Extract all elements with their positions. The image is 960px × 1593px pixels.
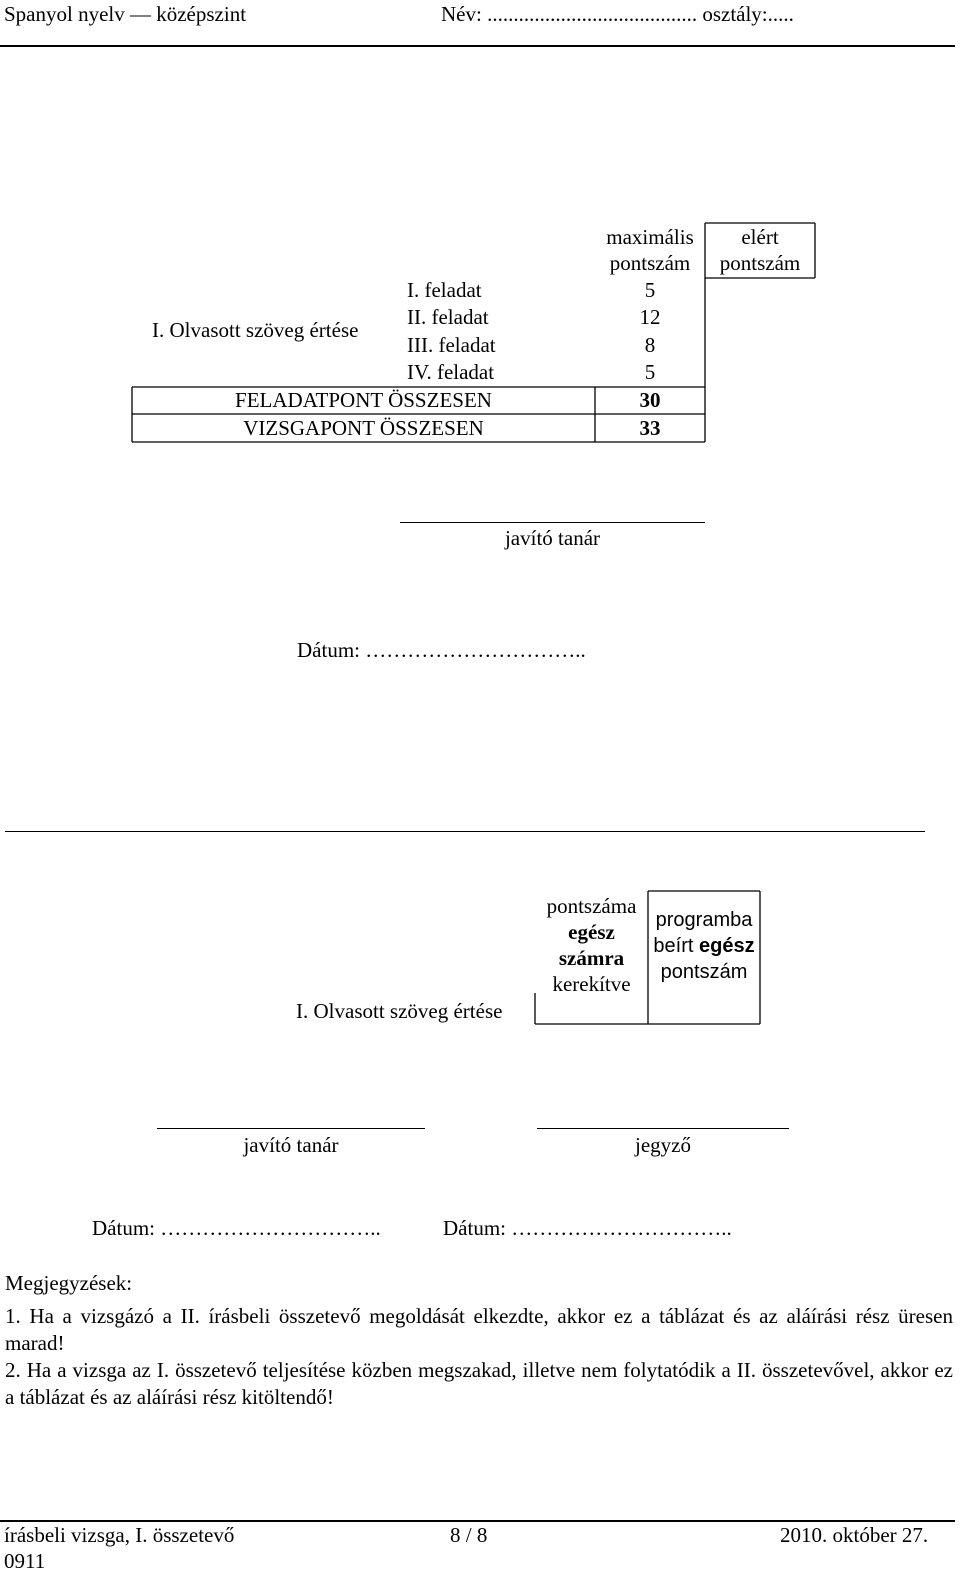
signature-line-teacher-2 bbox=[157, 1128, 425, 1129]
signature-role-teacher: javító tanár bbox=[504, 526, 601, 550]
task-row-4-max: 5 bbox=[644, 360, 656, 384]
signature-line-teacher bbox=[400, 522, 705, 523]
max-score-header-line2: pontszám bbox=[609, 251, 691, 275]
rounded-header-line1: pontszáma bbox=[546, 894, 637, 918]
task-points-total-label: FELADATPONT ÖSSZESEN bbox=[235, 388, 492, 412]
footer-page-number: 8 / 8 bbox=[450, 1523, 488, 1547]
section-separator bbox=[5, 831, 925, 832]
reached-score-header-line2: pontszám bbox=[719, 251, 801, 275]
rounded-header-line4: kerekítve bbox=[552, 972, 631, 996]
footer-code: 0911 bbox=[4, 1549, 46, 1573]
date-field-registrar: Dátum: ………………………….. bbox=[443, 1216, 732, 1240]
header-name-class: Név: ........................................ osztály:..... bbox=[441, 2, 794, 26]
section-label: I. Olvasott szöveg értése bbox=[152, 318, 359, 342]
task-row-1-label: I. feladat bbox=[407, 278, 482, 302]
task-row-2-label: II. feladat bbox=[407, 305, 489, 329]
footer-date: 2010. október 27. bbox=[780, 1523, 929, 1547]
notes-title: Megjegyzések: bbox=[5, 1271, 133, 1295]
program-score-header bbox=[648, 907, 760, 985]
note-2: 2. Ha a vizsga az I. összetevő teljesítése közben megszakad, illetve nem folytatódik a II. összetevővel, akkor ez a táblázat és az aláírási rész kitöltendő! bbox=[5, 1358, 953, 1409]
task-row-3-label: III. feladat bbox=[407, 333, 496, 357]
footer-exam-type: írásbeli vizsga, I. összetevő bbox=[4, 1523, 235, 1547]
program-header-line2-b: egész bbox=[698, 935, 755, 957]
date-field-teacher: Dátum: ………………………….. bbox=[297, 638, 586, 662]
program-header-line1: programba bbox=[655, 909, 753, 931]
rounded-header-line3: számra bbox=[558, 946, 625, 970]
task-row-1-max: 5 bbox=[644, 278, 656, 302]
program-header-line2-a: beírt bbox=[653, 935, 699, 957]
exam-points-total-label: VIZSGAPONT ÖSSZESEN bbox=[243, 416, 484, 440]
program-header-line3: pontszám bbox=[660, 961, 748, 983]
notes-section bbox=[5, 1270, 953, 1411]
signature-role-registrar: jegyző bbox=[635, 1133, 691, 1157]
note-1: 1. Ha a vizsgázó a II. írásbeli összetevő megoldását elkezdte, akkor ez a táblázat és az aláírási rész üresen marad! bbox=[5, 1304, 953, 1355]
reached-score-header-line1: elért bbox=[741, 225, 779, 249]
rounded-score-header bbox=[535, 893, 648, 997]
max-score-header bbox=[595, 224, 705, 276]
signature-line-registrar bbox=[537, 1128, 789, 1129]
reached-score-header bbox=[705, 224, 815, 276]
rounded-header-line2: egész bbox=[568, 920, 615, 944]
task-row-3-max: 8 bbox=[644, 333, 656, 357]
signature-role-teacher-2: javító tanár bbox=[243, 1133, 339, 1157]
task-row-4-label: IV. feladat bbox=[407, 360, 495, 384]
exam-points-total-max: 33 bbox=[639, 416, 661, 440]
section-label-2: I. Olvasott szöveg értése bbox=[296, 999, 503, 1023]
task-row-2-max: 12 bbox=[639, 305, 661, 329]
footer-rule bbox=[0, 1520, 955, 1522]
max-score-header-line1: maximális bbox=[606, 225, 694, 249]
program-header-line2 bbox=[648, 933, 760, 959]
task-points-total-max: 30 bbox=[639, 388, 661, 412]
date-field-teacher-2: Dátum: ………………………….. bbox=[92, 1216, 381, 1240]
header-subject: Spanyol nyelv — középszint bbox=[4, 2, 247, 26]
